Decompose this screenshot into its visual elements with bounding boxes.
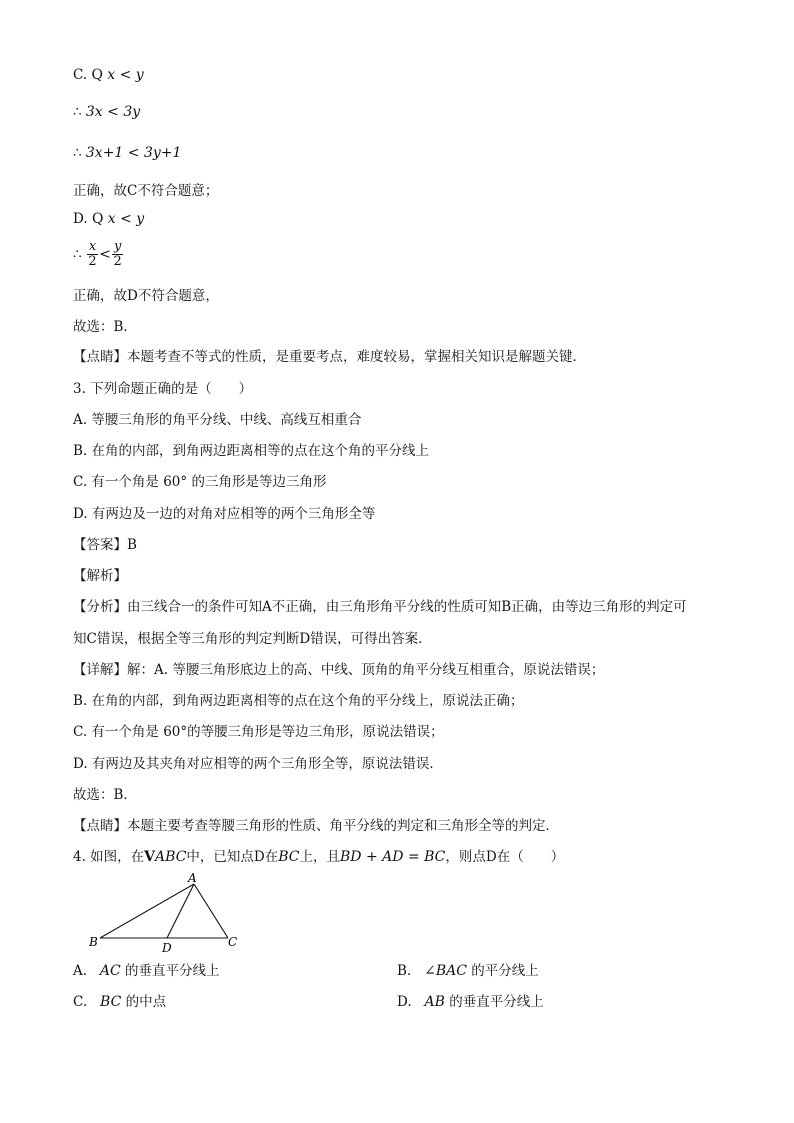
q3-analysis-line1: 【分析】由三线合一的条件可知A不正确，由三角形角平分线的性质可知B正确，由等边三角形的判定可	[73, 599, 687, 615]
q3-option-c: C. 有一个角是 60° 的三角形是等边三角形	[73, 474, 327, 490]
fraction-numerator: y	[113, 239, 122, 254]
sol-d-conclusion: 正确，故D不符合题意，	[73, 288, 219, 304]
q4-option-d	[397, 993, 544, 1011]
q4-option-a	[73, 962, 220, 980]
therefore-symbol: ∴	[73, 246, 82, 263]
sol-c-line1	[73, 66, 144, 84]
fraction-denominator: 2	[113, 254, 122, 269]
fraction-x-over-2	[87, 240, 98, 269]
q3-stem: 3. 下列命题正确的是（ ）	[73, 381, 253, 397]
sol-c-label: C.	[73, 67, 88, 83]
vertex-label-a: A	[188, 871, 197, 885]
sol-c-step2: 3x+1 < 3y+1	[85, 145, 182, 161]
q4-stem	[73, 848, 564, 866]
choice-line: 故选：B．	[73, 319, 137, 335]
option-label: D.	[397, 994, 412, 1010]
option-text: 的中点	[125, 994, 167, 1010]
option-math: ∠BAC	[424, 963, 467, 979]
q3-answer: 【答案】B	[73, 537, 137, 553]
q4-equation: BD + AD = BC	[340, 849, 446, 865]
q3-analysis-line2: 知C错误，根据全等三角形的判定判断D错误，可得出答案．	[73, 631, 432, 647]
sol-d-label: D.	[73, 211, 88, 227]
sol-d-inequality: x < y	[107, 211, 145, 227]
q3-detail-line2: B. 在角的内部，到角两边距离相等的点在这个角的平分线上，原说法正确；	[73, 693, 524, 709]
q4-stem-mid2: 上，且	[299, 849, 341, 865]
q3-detail-line1: 【详解】解：A. 等腰三角形底边上的高、中线、顶角的角平分线互相重合，原说法错误；	[73, 662, 605, 678]
option-label: A.	[73, 963, 88, 979]
because-symbol: Q	[91, 67, 103, 83]
q3-detail-line4: D. 有两边及其夹角对应相等的两个三角形全等，原说法错误．	[73, 756, 443, 772]
vertex-label-c: C	[228, 935, 238, 949]
sol-c-line2	[73, 103, 140, 121]
q4-stem-pre: 4. 如图，在	[73, 849, 145, 865]
therefore-symbol: ∴	[73, 104, 82, 120]
q3-option-d: D. 有两边及一边的对角对应相等的两个三角形全等	[73, 506, 376, 522]
sol-c-line3	[73, 144, 181, 162]
option-label: C.	[73, 994, 88, 1010]
q4-stem-mid1: 中，已知点D在	[186, 849, 279, 865]
q3-choice: 故选：B．	[73, 787, 137, 803]
comment-line: 【点睛】本题考查不等式的性质，是重要考点，难度较易，掌握相关知识是解题关键．	[73, 349, 586, 365]
q3-comment: 【点睛】本题主要考查等腰三角形的性质、角平分线的判定和三角形全等的判定．	[73, 818, 559, 834]
option-text: 的垂直平分线上	[125, 963, 220, 979]
sol-c-conclusion: 正确，故C不符合题意；	[73, 183, 219, 199]
sol-d-line2	[73, 240, 124, 269]
sol-d-line1	[73, 210, 144, 228]
fraction-y-over-2	[112, 240, 123, 269]
triangle-diagram	[82, 868, 252, 954]
less-than-sign: <	[99, 246, 111, 263]
vertex-label-b: B	[89, 935, 98, 949]
point-label-d: D	[162, 941, 172, 954]
q3-detail-line3: C. 有一个角是 60°的等腰三角形是等边三角形，原说法错误；	[73, 724, 444, 740]
q4-option-c	[73, 993, 166, 1011]
option-text: 的垂直平分线上	[449, 994, 544, 1010]
segment-bc: BC	[278, 849, 300, 865]
triangle-name: ABC	[155, 849, 187, 865]
therefore-symbol: ∴	[73, 145, 82, 161]
q3-option-b: B. 在角的内部，到角两边距离相等的点在这个角的平分线上	[73, 443, 430, 459]
option-text: 的平分线上	[471, 963, 539, 979]
fraction-denominator: 2	[88, 254, 97, 269]
segment-ac-line	[194, 884, 228, 938]
option-label: B.	[397, 963, 412, 979]
because-symbol: Q	[91, 211, 104, 227]
q4-option-b	[397, 962, 539, 980]
option-math: AB	[424, 994, 445, 1010]
option-math: AC	[99, 963, 121, 979]
triangle-symbol: V	[144, 849, 156, 865]
q4-stem-post: ，则点D在（ ）	[445, 849, 565, 865]
fraction-numerator: x	[88, 239, 97, 254]
sol-c-step1: 3x < 3y	[85, 104, 141, 120]
sol-c-inequality: x < y	[107, 67, 144, 83]
option-math: BC	[100, 994, 122, 1010]
q3-analysis-heading: 【解析】	[73, 568, 127, 584]
q3-option-a: A. 等腰三角形的角平分线、中线、高线互相重合	[73, 412, 362, 428]
